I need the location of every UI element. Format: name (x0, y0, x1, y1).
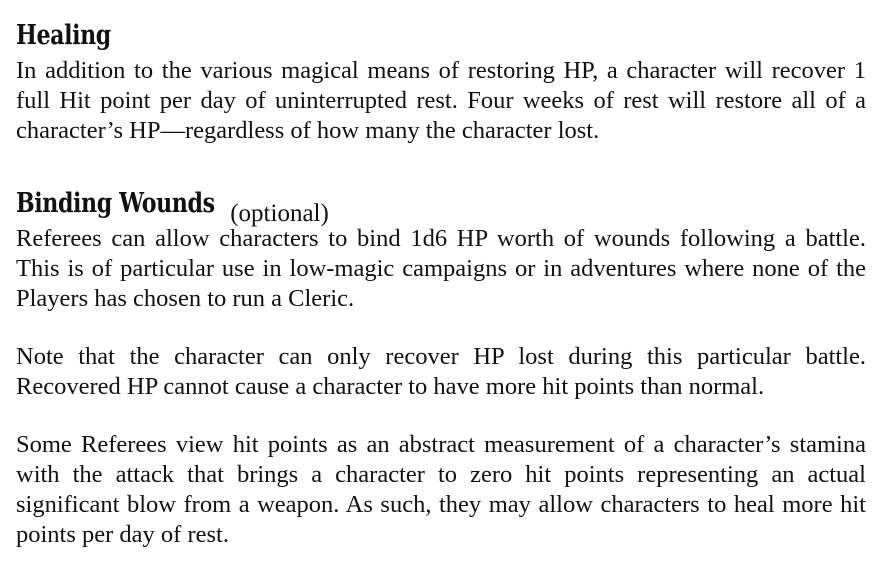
paragraph-spacer (16, 314, 866, 342)
document-page (16, 22, 866, 550)
heading-suffix: (optional) (230, 200, 329, 227)
heading-line-binding-wounds (16, 188, 866, 227)
section-spacer (16, 146, 866, 190)
section-heading: Binding Wounds (16, 188, 215, 219)
paragraph-spacer (16, 402, 866, 430)
paragraph: Referees can allow characters to bind 1d6 HP worth of wounds following a battle. This is of particular use in low-magic campaigns or in adventures where none of the Players has chosen to run a Cleric. (16, 225, 866, 312)
paragraph: Note that the character can only recover HP lost during this particular battle. Recovered HP cannot cause a character to have more hit points than normal. (16, 343, 866, 400)
section-binding-wounds (16, 190, 866, 550)
section-healing (16, 22, 866, 146)
paragraph: In addition to the various magical means of restoring HP, a character will recover 1 full Hit point per day of uninterrupted rest. Four weeks of rest will restore all of a character’s HP—regardless of how many the character lost. (16, 57, 866, 144)
paragraph: Some Referees view hit points as an abstract measurement of a character’s stamina with the attack that brings a character to zero hit points representing an actual significant blow from a weapon. As such, they may allow characters to heal more hit points per day of rest. (16, 431, 866, 548)
heading-line-healing (16, 22, 866, 56)
section-heading: Healing (16, 20, 111, 51)
